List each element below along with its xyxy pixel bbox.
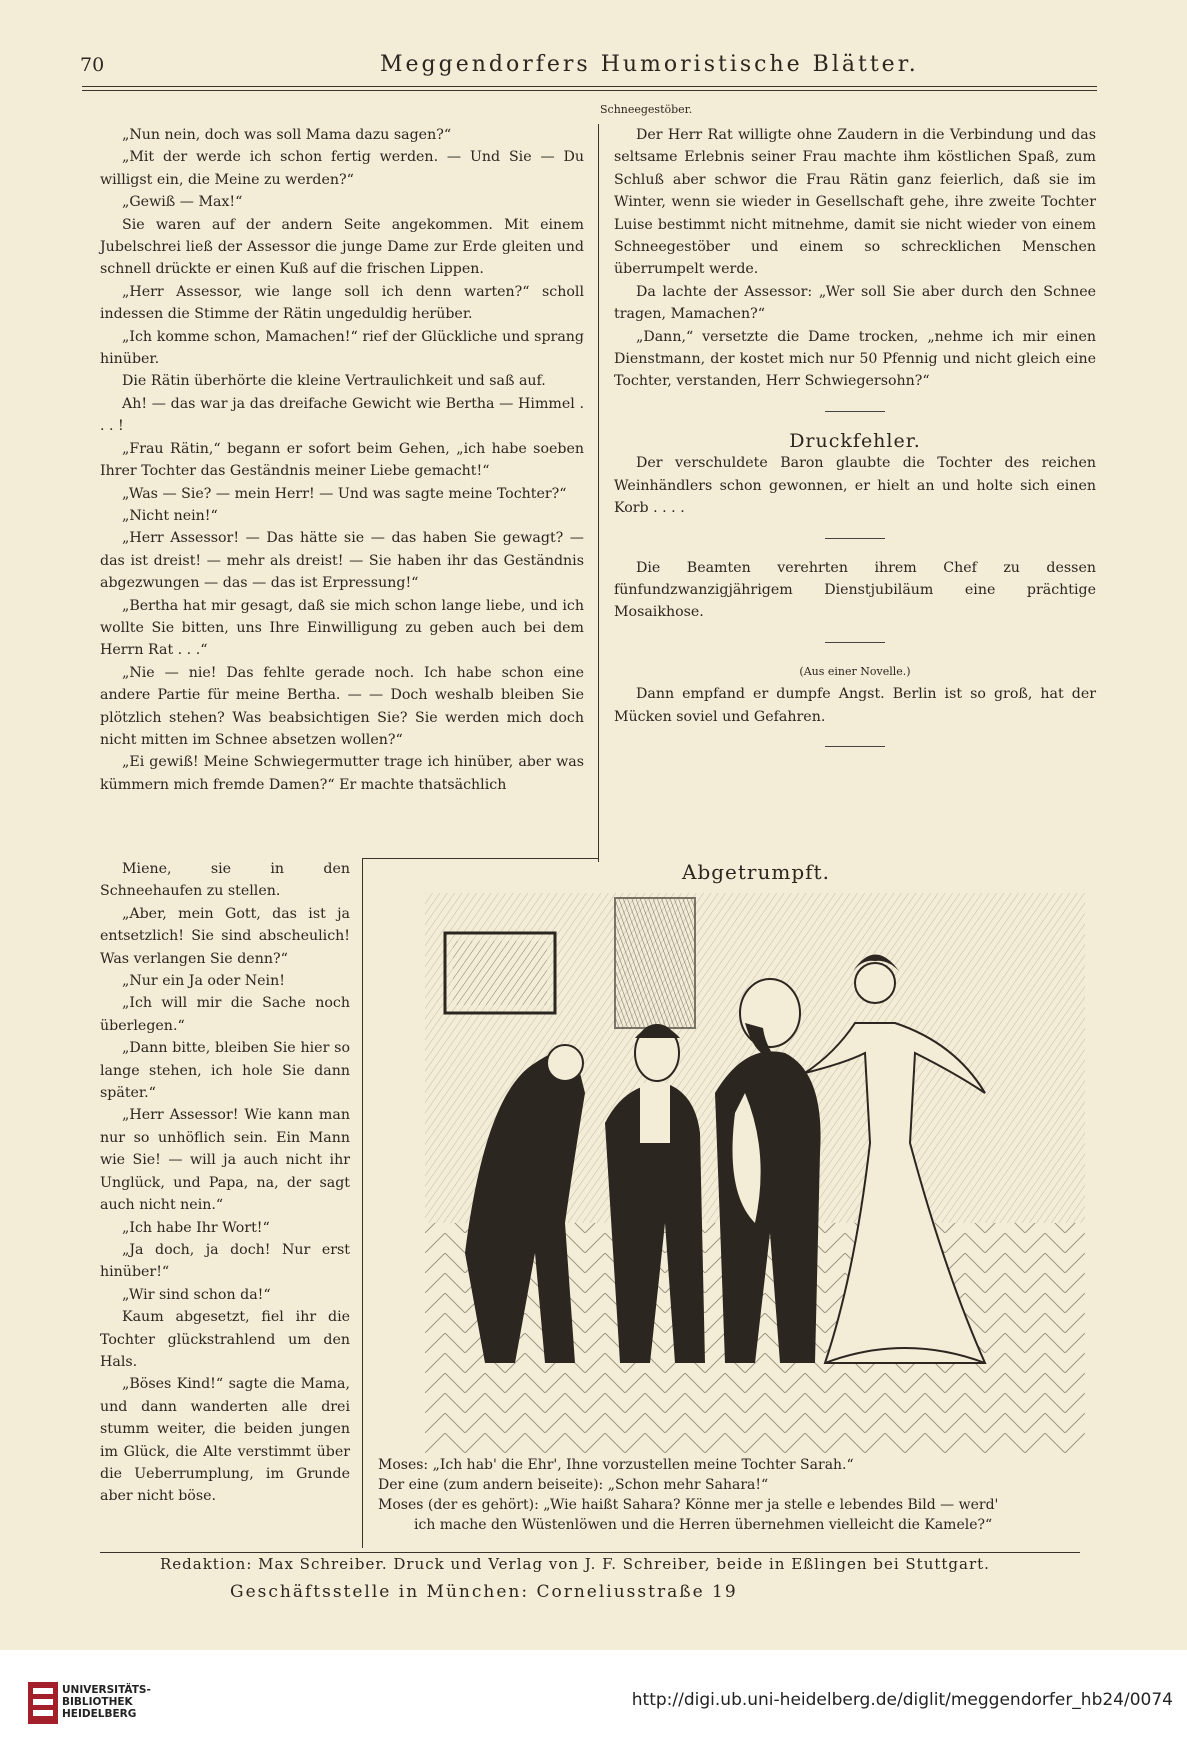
separator xyxy=(825,642,885,643)
paragraph: „Ei gewiß! Meine Schwiegermutter trage ich hinüber, aber was kümmern mich fremde Damen?“ Er machte thatsächlich xyxy=(100,754,584,793)
paragraph: „Was — Sie? — mein Herr! — Und was sagte meine Tochter?“ xyxy=(122,485,567,502)
library-logo-text xyxy=(62,1684,151,1720)
paragraph: „Wir sind schon da!“ xyxy=(122,1286,271,1303)
paragraph: Kaum abgesetzt, fiel ihr die Tochter glückstrahlend um den Hals. xyxy=(100,1309,350,1370)
column-divider xyxy=(598,124,599,862)
cartoon-title: Abgetrumpft. xyxy=(682,860,830,884)
paragraph: „Nie — nie! Das fehlte gerade noch. Ich habe schon eine andere Partie für meine Bertha. — — Doch weshalb bleiben Sie plötzlich stehen? Was beabsichtigen Sie? Sie werden mich doch nicht mitten im Schnee absetzen wollen?“ xyxy=(100,664,584,748)
druckfehler-item: Die Beamten verehrten ihrem Chef zu dessen fünfundzwanzigjährigem Dienstjubiläum eine prächtige Mosaikhose. xyxy=(614,559,1096,621)
left-narrow-column xyxy=(100,858,350,1508)
paragraph: „Aber, mein Gott, das ist ja entsetzlich! Sie sind abscheulich! Was verlangen Sie denn?“ xyxy=(100,905,350,967)
druckfehler-source: (Aus einer Novelle.) xyxy=(799,664,911,678)
paragraph: „Mit der werde ich schon fertig werden. — Und Sie — Du willigst ein, die Meine zu werden?“ xyxy=(100,149,584,188)
paragraph: Sie waren auf der andern Seite angekommen. Mit einem Jubelschrei ließ der Assessor die junge Dame zur Erde gleiten und schnell drückte er einen Kuß auf die frischen Lippen. xyxy=(100,216,584,278)
paragraph: Miene, sie in den Schneehaufen zu stellen. xyxy=(100,861,350,900)
paragraph: Da lachte der Assessor: „Wer soll Sie aber durch den Schnee tragen, Mamachen?“ xyxy=(614,283,1096,323)
column-divider-lower xyxy=(362,858,363,1548)
paragraph: „Herr Assessor! — Das hätte sie — das haben Sie gewagt? — das ist dreist! — mehr als dreist! — Sie haben ihr das Geständnis abgezwungen — das — das ist Erpressung!“ xyxy=(100,530,584,592)
paragraph: „Böses Kind!“ sagte die Mama, und dann wanderten alle drei stumm weiter, die beiden jungen im Glück, die Alte verstimmt über die Ueberrumplung, im Grunde aber nicht böse. xyxy=(100,1376,350,1505)
library-line: BIBLIOTHEK xyxy=(62,1696,133,1708)
footer-office: Geschäftsstelle in München: Corneliusstraße 19 xyxy=(230,1582,738,1602)
caption-line: Moses (der es gehört): „Wie haißt Sahara? Könne mer ja stelle e lebendes Bild — werd' xyxy=(378,1497,999,1513)
separator xyxy=(825,538,885,539)
caption-line: ich mache den Wüstenlöwen und die Herren übernehmen vielleicht die Kamele?“ xyxy=(414,1517,993,1533)
paragraph: „Ich komme schon, Mamachen!“ rief der Glückliche und sprang hinüber. xyxy=(100,328,584,368)
section-title: Schneegestöber. xyxy=(600,103,693,116)
cartoon-illustration xyxy=(425,893,1085,1453)
cartoon-caption xyxy=(378,1455,1098,1535)
paragraph: „Frau Rätin,“ begann er sofort beim Gehen, „ich habe soeben Ihrer Tochter das Geständnis meiner Liebe gemacht!“ xyxy=(100,440,584,480)
paragraph: „Herr Assessor, wie lange soll ich denn warten?“ scholl indessen die Stimme der Rätin ungeduldig herüber. xyxy=(100,283,584,323)
paragraph: Die Rätin überhörte die kleine Vertraulichkeit und saß auf. xyxy=(122,373,546,390)
paragraph: Ah! — das war ja das dreifache Gewicht wie Bertha — Himmel . . . ! xyxy=(100,395,584,435)
footer-rule xyxy=(100,1552,1080,1553)
column-divider-corner xyxy=(362,858,598,859)
paragraph: „Bertha hat mir gesagt, daß sie mich schon lange liebe, und ich wollte Sie bitten, uns Ihre Einwilligung zu geben auch bei dem Herrn Rat . . .“ xyxy=(100,597,584,659)
header-rule-2 xyxy=(82,90,1097,91)
page-number: 70 xyxy=(80,54,105,76)
magazine-title: Meggendorfers Humoristische Blätter. xyxy=(380,52,919,77)
separator xyxy=(825,411,885,412)
paragraph: Der Herr Rat willigte ohne Zaudern in die Verbindung und das seltsame Erlebnis seiner Frau machte ihm köstlichen Spaß, zum Schluß aber schwor die Frau Rätin ganz feierlich, daß sie im Winter, wenn sie wieder in Gesellschaft gehe, ihre zweite Tochter Luise bestimmt nicht mitnehme, damit sie nicht wieder von einem Schneegestöber und einem so schrecklichen Menschen überrumpelt werde. xyxy=(614,127,1096,278)
paragraph: „Ich habe Ihr Wort!“ xyxy=(122,1219,270,1236)
paragraph: „Nun nein, doch was soll Mama dazu sagen?“ xyxy=(122,127,452,143)
right-column xyxy=(614,124,1096,765)
paragraph: „Ich will mir die Sache noch überlegen.“ xyxy=(100,995,350,1034)
library-line: HEIDELBERG xyxy=(62,1708,137,1720)
caption-line: Der eine (zum andern beiseite): „Schon mehr Sahara!“ xyxy=(378,1477,769,1493)
paragraph: „Dann,“ versetzte die Dame trocken, „nehme ich mir einen Dienstmann, der kostet mich nur 50 Pfennig und nicht gleich eine Tochter, verstanden, Herr Schwiegersohn?“ xyxy=(614,328,1096,390)
source-url-link[interactable]: http://digi.ub.uni-heidelberg.de/diglit/meggendorfer_hb24/0074 xyxy=(631,1690,1173,1710)
university-seal-icon xyxy=(28,1682,58,1724)
paragraph: „Dann bitte, bleiben Sie hier so lange stehen, ich hole Sie dann später.“ xyxy=(100,1040,350,1102)
paragraph: „Herr Assessor! Wie kann man nur so unhöflich sein. Ein Mann wie Sie! — will ja auch nicht ihr Unglück, und Papa, na, der sagt auch nicht nein.“ xyxy=(100,1107,350,1214)
druckfehler-item: Der verschuldete Baron glaubte die Tochter des reichen Weinhändlers schon gewonnen, er hielt an und holte sich einen Korb . . . . xyxy=(614,455,1096,517)
paragraph: „Nur ein Ja oder Nein! xyxy=(122,973,285,990)
left-column xyxy=(100,124,584,796)
caption-line: Moses: „Ich hab' die Ehr', Ihne vorzustellen meine Tochter Sarah.“ xyxy=(378,1457,854,1473)
druckfehler-item: Dann empfand er dumpfe Angst. Berlin ist so groß, hat der Mücken soviel und Gefahren. xyxy=(614,686,1096,725)
paragraph: „Gewiß — Max!“ xyxy=(122,194,243,211)
separator xyxy=(825,746,885,747)
paragraph: „Nicht nein!“ xyxy=(122,507,218,524)
paragraph: „Ja doch, ja doch! Nur erst hinüber!“ xyxy=(100,1241,350,1281)
header-rule xyxy=(82,86,1097,87)
footer-imprint: Redaktion: Max Schreiber. Druck und Verlag von J. F. Schreiber, beide in Eßlingen bei Stuttgart. xyxy=(160,1555,990,1573)
druckfehler-heading: Druckfehler. xyxy=(789,429,921,452)
library-line: UNIVERSITÄTS- xyxy=(62,1684,151,1696)
